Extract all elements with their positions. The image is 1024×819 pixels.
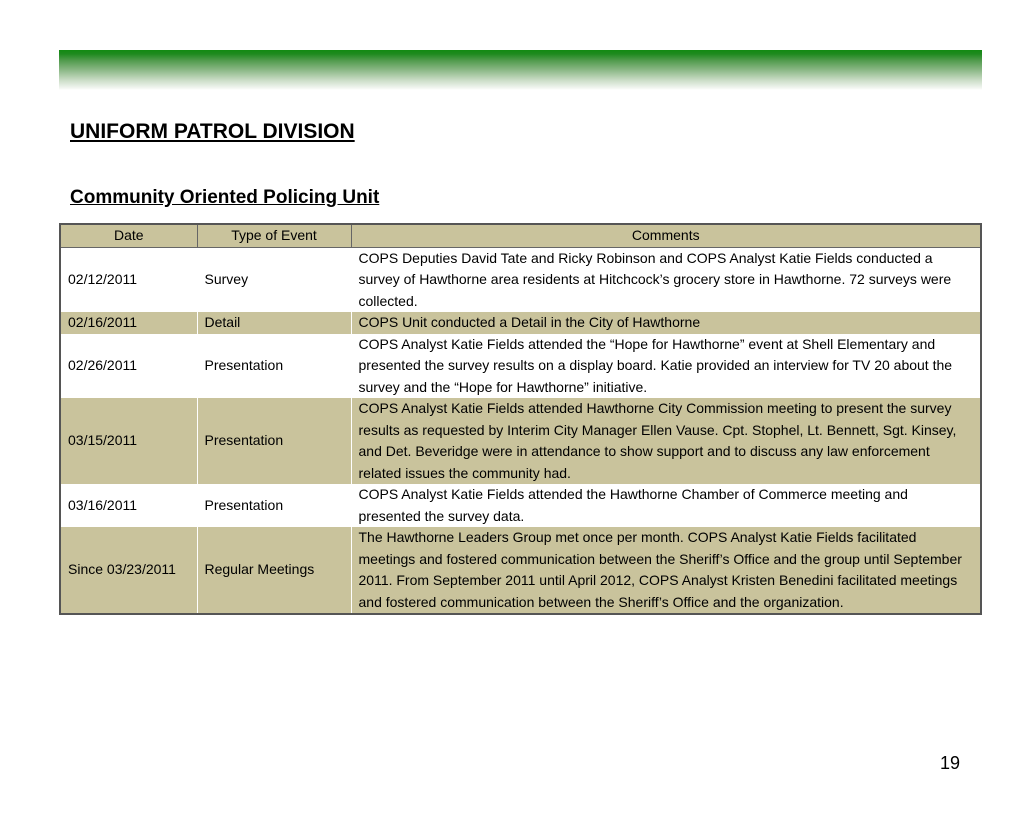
date-cell: 03/16/2011 [60, 484, 197, 527]
type-cell: Presentation [197, 484, 351, 527]
column-header-type: Type of Event [197, 224, 351, 247]
type-cell: Presentation [197, 398, 351, 484]
date-cell: Since 03/23/2011 [60, 527, 197, 614]
table-row [60, 398, 981, 484]
table-row [60, 247, 981, 312]
date-cell: 03/15/2011 [60, 398, 197, 484]
comments-cell: COPS Analyst Katie Fields attended Hawthorne City Commission meeting to present the survey results as requested by Interim City Manager Ellen Vause. Cpt. Stophel, Lt. Bennett, Sgt. Kinsey, and Det. Beveridge were in attendance to show support and to discuss any law enforcement related issues the community had. [351, 398, 981, 484]
type-cell: Presentation [197, 334, 351, 399]
section-subtitle: Community Oriented Policing Unit [70, 187, 380, 208]
events-table [59, 223, 982, 615]
table-row [60, 312, 981, 334]
header-band [59, 50, 982, 90]
column-header-comments: Comments [351, 224, 981, 247]
date-cell: 02/12/2011 [60, 247, 197, 312]
comments-cell: The Hawthorne Leaders Group met once per month. COPS Analyst Katie Fields facilitated meetings and fostered communication between the Sheriff’s Office and the group until September 2011. From September 2011 until April 2012, COPS Analyst Kristen Benedini facilitated meetings and fostered communication between the Sheriff’s Office and the organization. [351, 527, 981, 614]
type-cell: Survey [197, 247, 351, 312]
date-cell: 02/26/2011 [60, 334, 197, 399]
table-row [60, 484, 981, 527]
type-cell: Detail [197, 312, 351, 334]
table-header-row [60, 224, 981, 247]
table-row [60, 334, 981, 399]
column-header-date: Date [60, 224, 197, 247]
type-cell: Regular Meetings [197, 527, 351, 614]
comments-cell: COPS Deputies David Tate and Ricky Robinson and COPS Analyst Katie Fields conducted a survey of Hawthorne area residents at Hitchcock’s grocery store in Hawthorne. 72 surveys were collected. [351, 247, 981, 312]
comments-cell: COPS Analyst Katie Fields attended the Hawthorne Chamber of Commerce meeting and presented the survey data. [351, 484, 981, 527]
page-number: 19 [940, 753, 961, 773]
table-row [60, 527, 981, 614]
comments-cell: COPS Analyst Katie Fields attended the “Hope for Hawthorne” event at Shell Elementary and presented the survey results on a display board. Katie provided an interview for TV 20 about the survey and the “Hope for Hawthorne” initiative. [351, 334, 981, 399]
page-title: UNIFORM PATROL DIVISION [70, 120, 355, 143]
date-cell: 02/16/2011 [60, 312, 197, 334]
comments-cell: COPS Unit conducted a Detail in the City of Hawthorne [351, 312, 981, 334]
